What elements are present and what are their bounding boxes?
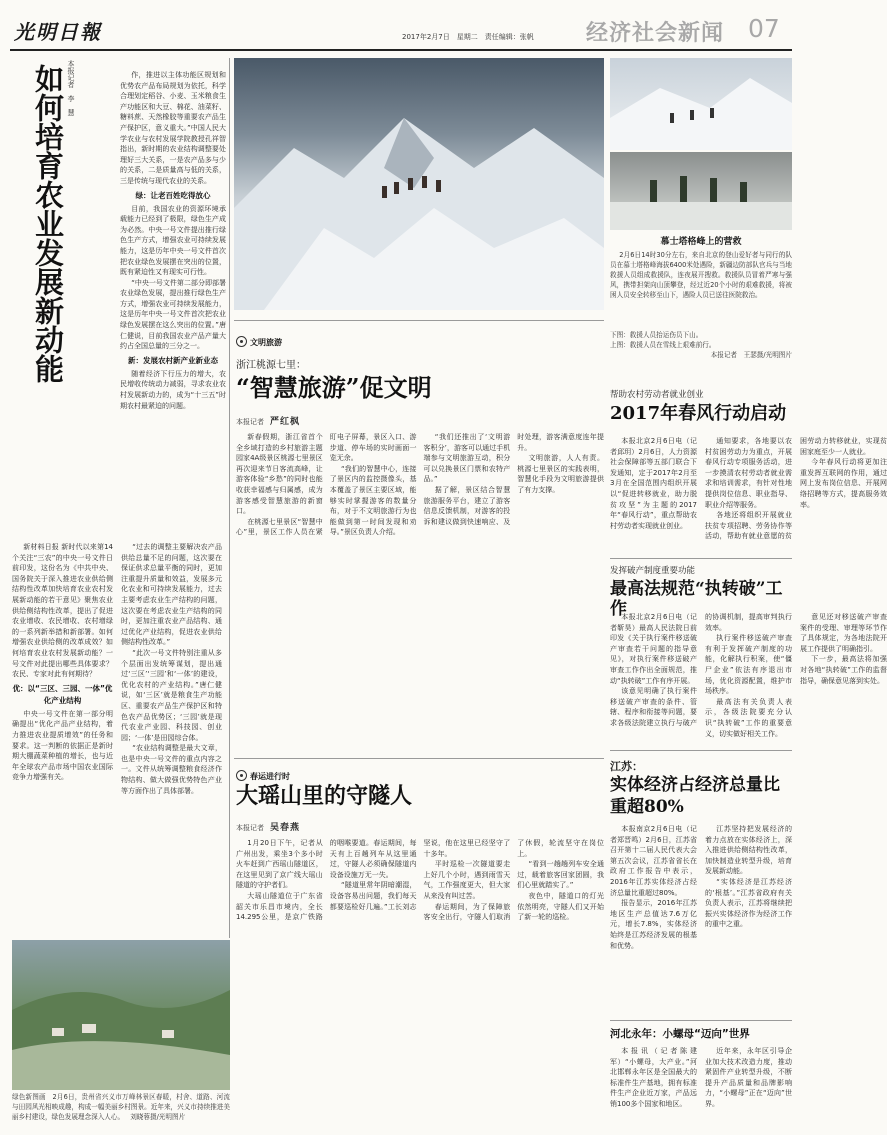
spring-kicker: 帮助农村劳动者就业创业 xyxy=(610,390,704,400)
photo-bottom-rule xyxy=(234,320,604,321)
section-circle-icon xyxy=(236,336,247,347)
issue-meta: 2017年2月7日 星期二 责任编辑：张帆 xyxy=(402,33,534,41)
countryside-credit: 刘晓蓉摄/光明图片 xyxy=(130,1113,186,1121)
mountain-credit: 本报记者 王瑟摄/光明图片 xyxy=(710,351,792,359)
agri-byline: 本报记者 李 慧 xyxy=(67,60,75,116)
tunnel-body: 1月20日下午，记者从广州出发，乘坐3个多小时火车赶到广西瑶山隧道区，在这里见到了京广线大瑶山隧道的守护者们。 大瑶山隧道位于广东省韶关市乐昌市境内，全长14.295公里，是京广铁路的咽喉要道。春运期间，每天有上百趟列车从这里通过，守隧人必须确保隧道内设备设施万无一失。 “隧道里常年阴暗潮湿，设备容易出问题，我们每天都要巡检好几遍。”工长刘志坚说，他在这里已经坚守了十多年。 平时巡检一次隧道要走上好几个小时，遇到雨雪天气，工作强度更大，但大家从来没有叫过苦。 春运期间，为了保障旅客安全出行，守隧人们取消了休假，轮流坚守在岗位上。 “看到一趟趟列车安全通过，载着旅客回家团圆，我们心里就踏实了。” 夜色中，隧道口的灯光依然明亮，守隧人们又开始了新一轮的巡检。 xyxy=(236,839,604,922)
tourism-body: 新春假期，浙江省首个全乡域打造的乡村旅游主题园家4A级景区桃源七里景区再次迎来节日客流高峰，让游客体验“乡愁”的同时也能收获幸福感与归属感，成为游客感受智慧旅游的新窗口。 在桃源七里景区“智慧中心”里，景区工作人员在紧盯电子屏幕，景区入口、游步道、停车场的实时画面一览无余。 “我们的智慧中心，连接了景区内的监控摄像头，基本覆盖了景区主要区域，能够实时掌握游客的数量分布，对于不文明旅游行为也能做到第一时间发现和劝导。”景区负责人介绍。 “我们还推出了‘文明游客积分’，游客可以通过手机端参与文明旅游互动，积分可以兑换景区门票和农特产品。” 据了解，景区结合智慧旅游服务平台，建立了游客信息反馈机制，对游客的投诉和建议做到快速响应、及时处理，游客满意度连年提升。 文明旅游，人人有责。桃源七里景区的实践表明，智慧化手段为文明旅游提供了有力支撑。 xyxy=(236,433,604,537)
rescue-photo-small-top xyxy=(610,58,792,150)
page-number: 07 xyxy=(748,14,780,43)
tourism-tag: 文明旅游 xyxy=(236,330,356,346)
agri-headline: 如何培育农业发展新动能 xyxy=(31,64,65,383)
court-body: 本报北京2月6日电（记者靳昊）最高人民法院日前印发《关于执行案件移送破产审查若干问题的指导意见》，对执行案件移送破产审查工作作出全面规范，推动“执转破”工作有序开展。 该意见明确了执行案件移送破产审查的条件、管辖、程序和衔接等问题，要求各级法院建立执行与破产的协调机制，提高审判执行效率。 执行案件移送破产审查有利于发挥破产制度的功能，化解执行积案，使“僵尸企业”依法有序退出市场，优化资源配置，维护市场秩序。 最高法有关负责人表示，各级法院要充分认识“执转破”工作的重要意义，切实做好相关工作。 意见还对移送破产审查案件的受理、审理等环节作了具体规定，为各地法院开展工作提供了明确指引。 下一步，最高法将加强对各地“执转破”工作的监督指导，确保意见落到实处。 xyxy=(610,613,887,738)
hebei-body: 本报讯（记者陈建军）“小螺母，大产业。”河北邯郸永年区是全国最大的标准件生产基地，拥有标准件生产企业近万家，产品远销100多个国家和地区。 近年来，永年区引导企业加大技术改造力度，推动紧固件产业转型升级，不断提升产品质量和品牌影响力，“小螺母”正在“迈向”世界。 xyxy=(610,1047,792,1108)
tunnel-tag: 春运进行时 xyxy=(236,764,376,780)
countryside-caption: 绿色新图画 2月6日，贵州省兴义市万峰林景区春暖，村舍、道路、河流与田园风光相映成趣，构成一幅美丽乡村图景。近年来，兴义市持续推进美丽乡村建设，绿色发展理念深入人心。 刘晓蓉摄/光明图片 xyxy=(12,1093,230,1121)
hebei-title: 河北永年：小螺母“迈向”世界 xyxy=(610,1028,750,1040)
tourism-kicker: 浙江桃源七里： xyxy=(236,360,306,371)
agri-lower-columns: 新材料日报 新时代以来第14个关注“三农”的中央一号文件日前印发，这份名为《中共中央、国务院关于深入推进农业供给侧结构性改革加快培育农业农村发展新动能的若干意见》聚焦农业供给侧结构性改革，提出了促进农业增收、农民增收、农村增绿的一系列新举措和新部署。如何增强农业供给侧的改革成效？如何培育农业农村发展新动能？一号文件对此提出哪些具体要求？农民、专家对此有何期待？ 优：以“三区、三园、一体”优化产业结构 中央一号文件在第一部分明确提出“优化产品产业结构，着力推进农业提质增效”的任务和要求。这一判断的依据正是新时期大棚蔬菜种植的增长，也与近年全球农产品市场中国农业国际竞争力增强有关。 “过去的调整主要解决农产品供给总量不足的问题，这次要在保证供求总量平衡的同时，更加注重提升质量和效益，发展多元化农业和可持续发展能力，过去主要考虑农业生产结构的问题，这次要在考虑农业生产结构的同时，更加注重农业产品结构、通过优化产业结构，促进农业供给侧结构性改革。” “此次一号文件特别注重从多个层面出发统筹谋划，提出通过‘三区’‘三园’和‘一体’的建设，优化农村的产业结构。”唐仁健说，如‘三区’就是粮食生产功能区、重要农产品生产保护区和特色农产品优势区；‘三园’就是现代农业产业园、科技园、创业园；‘一体’是田园综合体。 “农业结构调整是最大文章，也是中央一号文件的重点内容之一。文件从统筹调整粮食经济作物结构、做大做强优势特色产业等方面作出了具体部署。 xyxy=(12,543,222,795)
court-kicker: 发挥破产制度重要功能 xyxy=(610,566,696,576)
agri-right-columns: 作，推进以主体功能区规划和优势农产品布局规划为依托，科学合理划定稻谷、小麦、玉米粮食生产功能区和大豆、棉花、油菜籽、糖料蔗、天然橡胶等重要农产品生产保护区，意义重大。”中国人民大学农业与农村发展学院教授孔祥智指出，新时期的农业结构调整要处理好三大关系，一是农产品多与少的关系，二是质量高与低的关系，三是传统与现代农业的关系。 绿：让老百姓吃得放心 目前，我国农业的资源环境承载能力已经到了极限，绿色生产成为必然。中央一号文件提出推行绿色生产方式，增强农业可持续发展能力，这是历年中央一号文件首次把农业绿色发展摆在突出的位置，既有紧迫性又有现实可行性。 “中央一号文件第二部分即部署农业绿色发展，提出推行绿色生产方式，增强农业可持续发展能力，这是历年中央一号文件首次把农业绿色发展摆在这么突出的位置。”唐仁健说，目前我国农业产品产量大约占全国总量的三分之一。 新：发展农村新产业新业态 随着经济下行压力的增大，农民增收传统动力减弱，寻求农业农村发展新动力的，成为“十三五”时期农村最紧迫的问题。 xyxy=(120,71,226,410)
tourism-bottom-rule xyxy=(234,758,604,759)
tourism-title: “智慧旅游”促文明 xyxy=(236,373,432,402)
jiangsu-title: 实体经济占经济总量比重超80% xyxy=(610,775,780,817)
mountain-caption-title: 慕士塔格峰上的营救 xyxy=(660,237,742,247)
jiangsu-bottom-rule xyxy=(610,1020,792,1021)
mountain-caption: 2月6日14时30分左右，来自北京的登山爱好者与同行的队员在慕士塔格峰海拔6400米处遇险，新疆边防部队官兵与当地救援人员组成救援队，连夜展开搜救。救援队员冒着严寒与强风，携带担架向山顶攀登，经过近20个小时的艰难救援，将被困人员安全转移至山下，遇险人员已送往医院救治。 xyxy=(610,251,792,299)
spring-title: 2017年春风行动启动 xyxy=(610,403,787,424)
court-title: 最高法规范“执转破”工作 xyxy=(610,579,783,619)
mountain-caption-lines: 下图：救援人员抬运伤员下山。 上图：救援人员在雪线上艰难前行。 本报记者 王瑟摄/光明图片 xyxy=(610,331,792,359)
mountain-rescue-photo xyxy=(234,58,604,310)
spring-bottom-rule xyxy=(610,558,792,559)
masthead xyxy=(0,0,800,50)
jiangsu-body: 本报南京2月6日电（记者郑晋鸣）2月6日，江苏省召开第十二届人民代表大会第五次会议，江苏省省长在政府工作报告中表示，2016年江苏实体经济占经济总量比重超过80%。 报告显示，2016年江苏地区生产总值达7.6万亿元，增长7.8%，实体经济始终是江苏经济发展的根基和优势。 江苏坚持把发展经济的着力点放在实体经济上，深入推进供给侧结构性改革，加快制造业转型升级，培育发展新动能。 “实体经济是江苏经济的‘根基’。”江苏省政府有关负责人表示，江苏将继续把振兴实体经济作为经济工作的重中之重。 xyxy=(610,825,792,950)
countryside-photo xyxy=(12,940,230,1090)
header-rule xyxy=(10,49,792,51)
agri-divider xyxy=(229,58,230,938)
tunnel-byline: 本报记者 吴春燕 xyxy=(236,823,301,833)
section-circle-icon xyxy=(236,770,247,781)
rescue-photo-small-bottom xyxy=(610,152,792,230)
newspaper-logo: 光明日報 xyxy=(14,20,102,44)
section-title: 经济社会新闻 xyxy=(586,20,725,46)
tunnel-title: 大瑶山里的守隧人 xyxy=(236,783,413,809)
mountain-scene-svg xyxy=(234,58,604,310)
mountain-caption-block xyxy=(610,232,792,332)
tourism-byline: 本报记者 严红枫 xyxy=(236,417,301,427)
court-bottom-rule xyxy=(610,750,792,751)
spring-body: 本报北京2月6日电（记者邱玥）2月6日，人力资源社会保障部等五部门联合下发通知，定于2017年2月至3月在全国范围内组织开展以“促进转移就业，助力脱贫攻坚”为主题的2017年“春风行动”，重点帮助农村劳动者实现就业创业。 通知要求，各地要以农村贫困劳动力为重点，开展春风行动专项服务活动，进一步摸清农村劳动者就业需求和培训需求，有针对性地提供岗位信息、职业指导、职业介绍等服务。 各地还将组织开展就业扶贫专项招聘、劳务协作等活动，帮助有就业意愿的贫困劳动力转移就业，实现贫困家庭至少一人就业。 今年春风行动将更加注重发挥互联网的作用，通过网上发布岗位信息、开展网络招聘等方式，提高服务效率。 xyxy=(610,437,887,541)
right-divider xyxy=(606,340,607,1120)
jiangsu-kicker: 江苏： xyxy=(610,760,643,773)
